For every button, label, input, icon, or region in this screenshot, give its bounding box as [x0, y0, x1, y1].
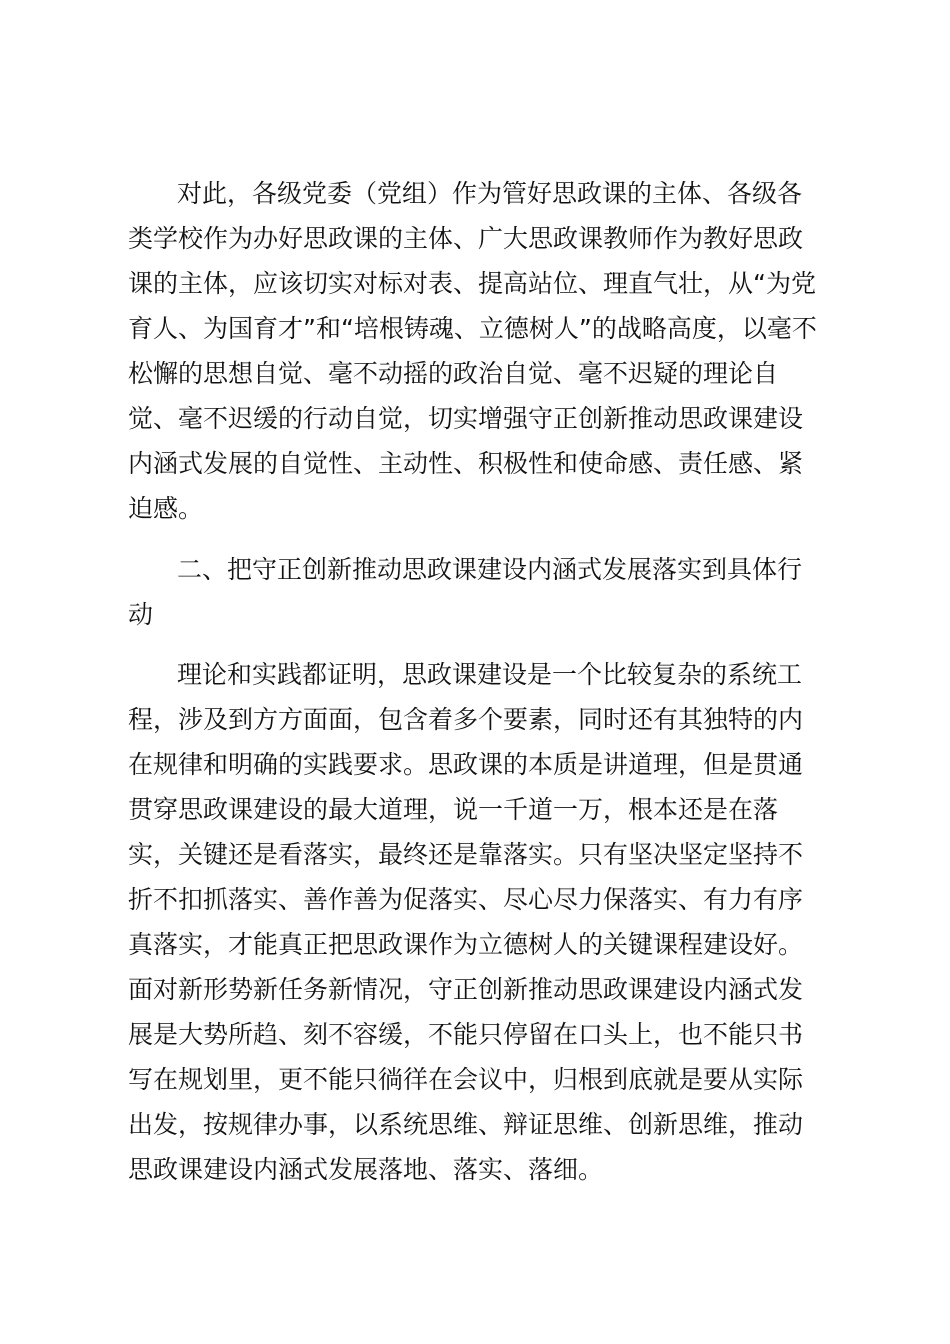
text-line: 松懈的思想自觉、毫不动摇的政治自觉、毫不迟疑的理论自 [128, 359, 779, 388]
text-line: 实，关键还是看落实，最终还是靠落实。只有坚决坚定坚持不 [128, 840, 804, 869]
text-line: 育人、为国育才”和“培根铸魂、立德树人”的战略高度，以毫不 [128, 314, 817, 343]
text-line: 在规律和明确的实践要求。思政课的本质是讲道理，但是贯通 [128, 750, 804, 779]
heading-line: 动 [128, 600, 154, 629]
text-line: 思政课建设内涵式发展落地、落实、落细。 [128, 1155, 604, 1184]
text-line: 真落实，才能真正把思政课作为立德树人的关键课程建设好。 [128, 930, 804, 959]
text-line: 程，涉及到方方面面，包含着多个要素，同时还有其独特的内 [128, 705, 804, 734]
heading-line: 二、把守正创新推动思政课建设内涵式发展落实到具体行 [177, 555, 803, 584]
text-line: 迫感。 [128, 494, 204, 523]
text-line: 觉、毫不迟缓的行动自觉，切实增强守正创新推动思政课建设 [128, 404, 804, 433]
text-line: 类学校作为办好思政课的主体、广大思政课教师作为教好思政 [128, 224, 804, 253]
text-line: 课的主体，应该切实对标对表、提高站位、理直气壮，从“为党 [128, 269, 816, 298]
text-line: 展是大势所趋、刻不容缓，不能只停留在口头上，也不能只书 [128, 1020, 804, 1049]
text-line: 出发，按规律办事，以系统思维、辩证思维、创新思维，推动 [128, 1110, 804, 1139]
text-line: 内涵式发展的自觉性、主动性、积极性和使命感、责任感、紧 [128, 449, 804, 478]
text-line: 折不扣抓落实、善作善为促落实、尽心尽力保落实、有力有序 [128, 885, 804, 914]
text-line: 写在规划里，更不能只徜徉在会议中，归根到底就是要从实际 [128, 1065, 804, 1094]
text-line: 面对新形势新任务新情况，守正创新推动思政课建设内涵式发 [128, 975, 804, 1004]
text-line: 理论和实践都证明，思政课建设是一个比较复杂的系统工 [177, 660, 803, 689]
text-line: 贯穿思政课建设的最大道理，说一千道一万，根本还是在落 [128, 795, 779, 824]
text-line: 对此，各级党委（党组）作为管好思政课的主体、各级各 [177, 179, 803, 208]
